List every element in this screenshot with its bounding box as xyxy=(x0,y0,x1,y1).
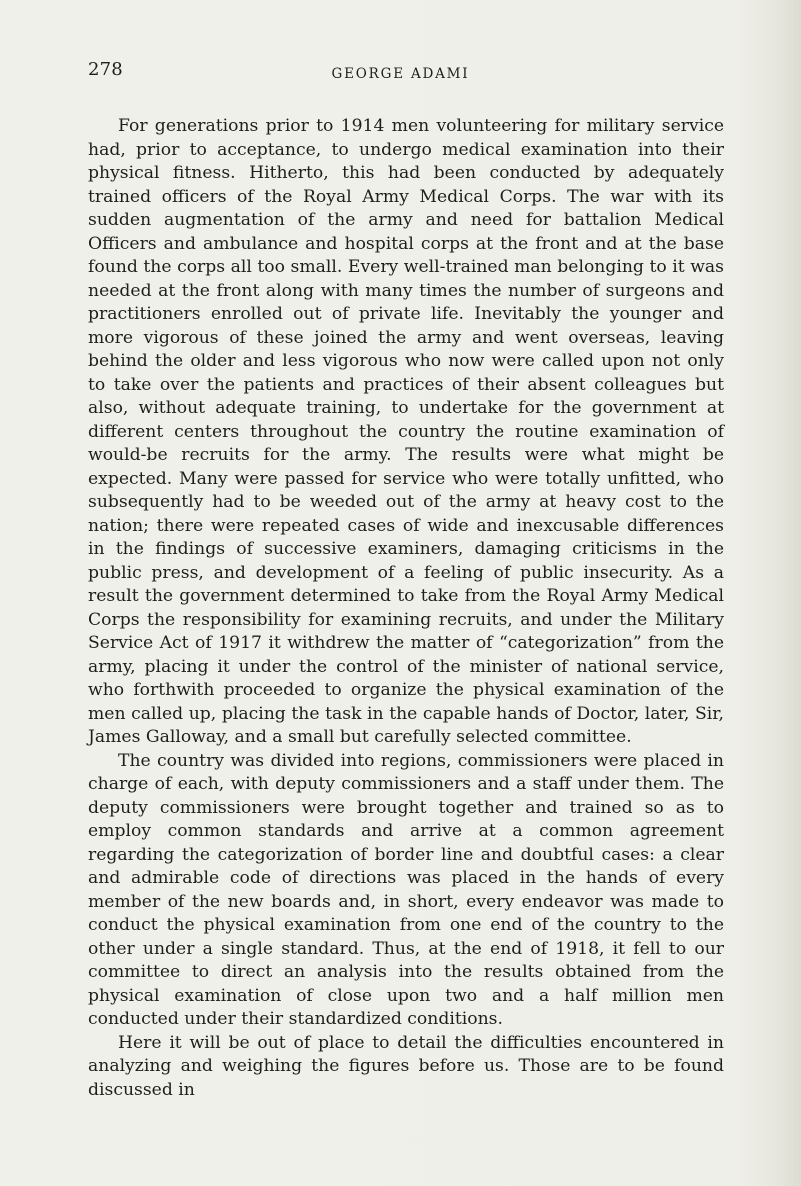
page-header xyxy=(0,0,801,100)
paragraph: Here it will be out of place to detail the difficulties encountered in analyzing and weighing the figures before us. Those are to be found discussed in xyxy=(88,1032,724,1100)
body-text xyxy=(88,115,724,1102)
paragraph: For generations prior to 1914 men volunteering for military service had, prior to acceptance, to undergo medical examination into their physical fitness. Hitherto, this had been conducted by adequately trained officers of the Royal Army Medical Corps. The war with its sudden augmentation of the army and need for battalion Medical Officers and ambulance and hospital corps at the front and at the base found the corps all too small. Every well-trained man belonging to it was needed at the front along with many times the number of surgeons and practitioners enrolled out of private life. Inevitably the younger and more vigorous of these joined the army and went overseas, leaving behind the older and less vigorous who now were called upon not only to take over the patients and practices of their absent colleagues but also, without adequate training, to undertake for the government at different centers throughout the country the routine examination of would-be recruits for the army. The results were what might be expected. Many were passed for service who were totally unfitted, who subsequently had to be weeded out of the army at heavy cost to the nation; there were repeated cases of wide and inexcusable differences in the findings of successive examiners, damaging criticisms in the public press, and development of a feeling of public insecurity. As a result the government determined to take from the Royal Army Medical Corps the responsibility for examining recruits, and under the Military Service Act of 1917 it withdrew the matter of “categorization” from the army, placing it under the control of the minister of national service, who forthwith proceeded to organize the physical examination of the men called up, placing the task in the capable hands of Doctor, later, Sir, James Galloway, and a small but carefully selected committee. xyxy=(88,116,724,747)
paragraph: The country was divided into regions, commissioners were placed in charge of each, with deputy commissioners and a staff under them. The deputy commissioners were brought together and trained so as to employ common standards and arrive at a common agreement regarding the categorization of border line and doubtful cases: a clear and admirable code of directions was placed in the hands of every member of the new boards and, in short, every endeavor was made to conduct the physical examination from one end of the country to the other under a single standard. Thus, at the end of 1918, it fell to our committee to direct an analysis into the results obtained from the physical examination of close upon two and a half million men conducted under their standardized conditions. xyxy=(88,750,724,1029)
running-head: GEORGE ADAMI xyxy=(331,66,470,82)
page-number: 278 xyxy=(88,59,123,80)
